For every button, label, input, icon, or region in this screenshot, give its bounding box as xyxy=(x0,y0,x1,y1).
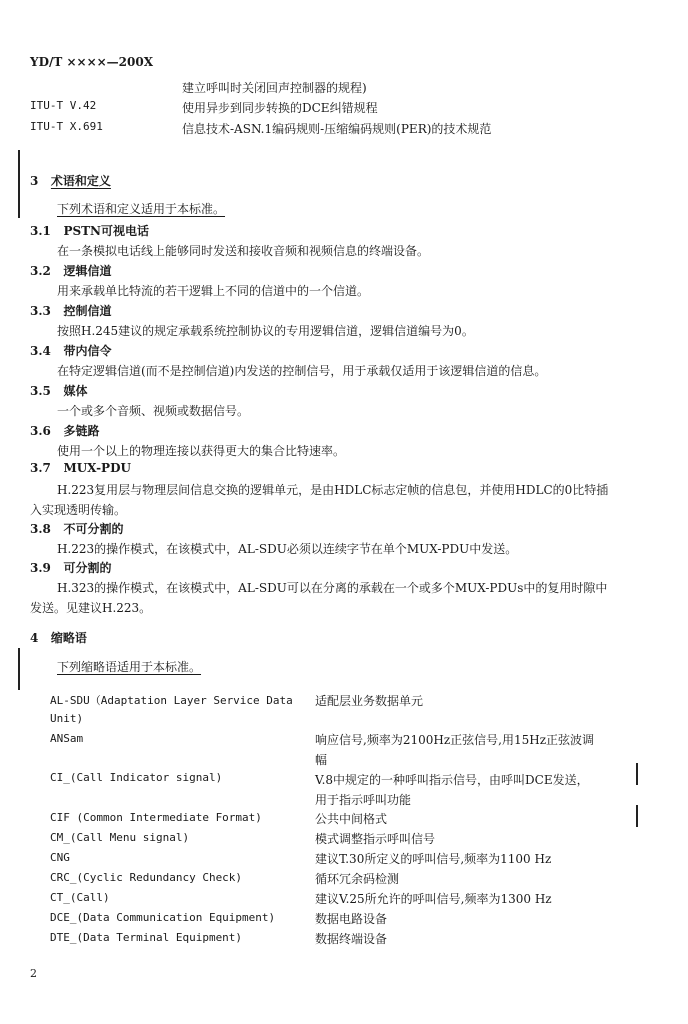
term-name: MUX-PDU xyxy=(63,461,131,475)
revision-bar xyxy=(18,648,20,690)
term-heading xyxy=(30,382,87,399)
revision-bar xyxy=(18,150,20,218)
term-number: 3.7 xyxy=(30,461,51,475)
reference-title: 信息技术-ASN.1编码规则-压缩编码规则(PER)的技术规范 xyxy=(182,122,492,136)
section-number: 4 xyxy=(30,631,39,645)
term-name: 带内信令 xyxy=(63,344,112,358)
term-number: 3.8 xyxy=(30,522,51,536)
abbreviation: DCE_(Data Communication Equipment) xyxy=(50,911,276,924)
term-heading xyxy=(30,422,99,439)
abbreviation-meaning-continued: 用于指示呼叫功能 xyxy=(315,793,412,807)
term-definition-continued: 入实现透明传输。 xyxy=(30,503,127,517)
term-name: 控制信道 xyxy=(63,304,112,318)
term-name: 可分割的 xyxy=(63,561,112,575)
abbreviation: CIF (Common Intermediate Format) xyxy=(50,811,262,824)
reference-title: 使用异步到同步转换的DCE纠错规程 xyxy=(182,101,378,115)
term-number: 3.6 xyxy=(30,424,51,438)
term-number: 3.3 xyxy=(30,304,51,318)
abbreviation-meaning: 建议T.30所定义的呼叫信号,频率为1100 Hz xyxy=(315,852,552,866)
abbreviation: CT_(Call) xyxy=(50,891,110,904)
reference-code: ITU-T X.691 xyxy=(30,120,103,133)
abbreviation-continued: Unit) xyxy=(50,712,84,725)
abbreviation-meaning: 循环冗余码检测 xyxy=(315,872,400,886)
revision-bar xyxy=(636,763,638,785)
section-heading xyxy=(30,629,87,646)
abbreviation-meaning: 数据终端设备 xyxy=(315,932,388,946)
term-heading xyxy=(30,559,111,576)
section-intro: 下列缩略语适用于本标准。 xyxy=(57,660,202,674)
abbreviation-meaning: V.8中规定的一种呼叫指示信号，由呼叫DCE发送， xyxy=(315,773,589,787)
document-id-header: YD/T ××××—200X xyxy=(30,55,154,69)
term-name: 多链路 xyxy=(63,424,100,438)
abbreviation-meaning-continued: 幅 xyxy=(315,753,328,767)
abbreviation: CNG xyxy=(50,851,70,864)
abbreviation: CI_(Call Indicator signal) xyxy=(50,771,223,784)
term-name: 不可分割的 xyxy=(63,522,124,536)
reference-title-continued: 建立呼叫时关闭回声控制器的规程) xyxy=(182,81,367,95)
abbreviation: CRC_(Cyclic Redundancy Check) xyxy=(50,871,243,884)
term-heading xyxy=(30,222,149,239)
section-title: 术语和定义 xyxy=(50,174,111,188)
term-number: 3.4 xyxy=(30,344,51,358)
abbreviation-meaning: 适配层业务数据单元 xyxy=(315,694,424,708)
abbreviation: ANSam xyxy=(50,732,84,745)
abbreviation-meaning: 模式调整指示呼叫信号 xyxy=(315,832,436,846)
term-heading xyxy=(30,461,131,475)
term-definition: 用来承载单比特流的若干逻辑上不同的信道中的一个信道。 xyxy=(57,284,370,298)
abbreviation: DTE_(Data Terminal Equipment) xyxy=(50,931,243,944)
term-heading xyxy=(30,520,123,537)
term-heading xyxy=(30,302,111,319)
term-heading xyxy=(30,342,111,359)
term-definition-continued: 发送。见建议H.223。 xyxy=(30,601,152,615)
term-name: 媒体 xyxy=(63,384,88,398)
abbreviation-meaning: 公共中间格式 xyxy=(315,812,388,826)
abbreviation-meaning: 数据电路设备 xyxy=(315,912,388,926)
term-number: 3.5 xyxy=(30,384,51,398)
abbreviation-meaning: 响应信号,频率为2100Hz正弦信号,用15Hz正弦波调 xyxy=(315,733,595,747)
reference-code: ITU-T V.42 xyxy=(30,99,97,112)
abbreviation: AL-SDU（Adaptation Layer Service Data xyxy=(50,694,293,707)
term-definition: 一个或多个音频、视频或数据信号。 xyxy=(57,404,250,418)
term-number: 3.2 xyxy=(30,264,51,278)
term-name: PSTN可视电话 xyxy=(63,224,150,238)
term-definition: 在特定逻辑信道(而不是控制信道)内发送的控制信号，用于承载仅适用于该逻辑信道的信息。 xyxy=(57,364,547,378)
term-number: 3.9 xyxy=(30,561,51,575)
section-heading xyxy=(30,172,111,189)
abbreviation-meaning: 建议V.25所允许的呼叫信号,频率为1300 Hz xyxy=(315,892,552,906)
revision-bar xyxy=(636,805,638,827)
abbreviation: CM_(Call Menu signal) xyxy=(50,831,190,844)
term-definition: 使用一个以上的物理连接以获得更大的集合比特速率。 xyxy=(57,444,346,458)
section-title: 缩略语 xyxy=(50,631,87,645)
term-number: 3.1 xyxy=(30,224,51,238)
term-definition: H.323的操作模式，在该模式中，AL-SDU可以在分离的承载在一个或多个MUX-PDUs中的复用时隙中 xyxy=(57,581,608,595)
term-name: 逻辑信道 xyxy=(63,264,112,278)
section-number: 3 xyxy=(30,174,39,188)
page-number: 2 xyxy=(30,967,37,980)
term-definition: H.223复用层与物理层间信息交换的逻辑单元，是由HDLC标志定帧的信息包，并使用HDLC的0比特插 xyxy=(57,483,609,497)
term-definition: 在一条模拟电话线上能够同时发送和接收音频和视频信息的终端设备。 xyxy=(57,244,430,258)
term-definition: 按照H.245建议的规定承载系统控制协议的专用逻辑信道，逻辑信道编号为0。 xyxy=(57,324,474,338)
term-definition: H.223的操作模式，在该模式中，AL-SDU必须以连续字节在单个MUX-PDU中发送。 xyxy=(57,542,518,556)
term-heading xyxy=(30,262,111,279)
section-intro: 下列术语和定义适用于本标准。 xyxy=(57,202,226,216)
